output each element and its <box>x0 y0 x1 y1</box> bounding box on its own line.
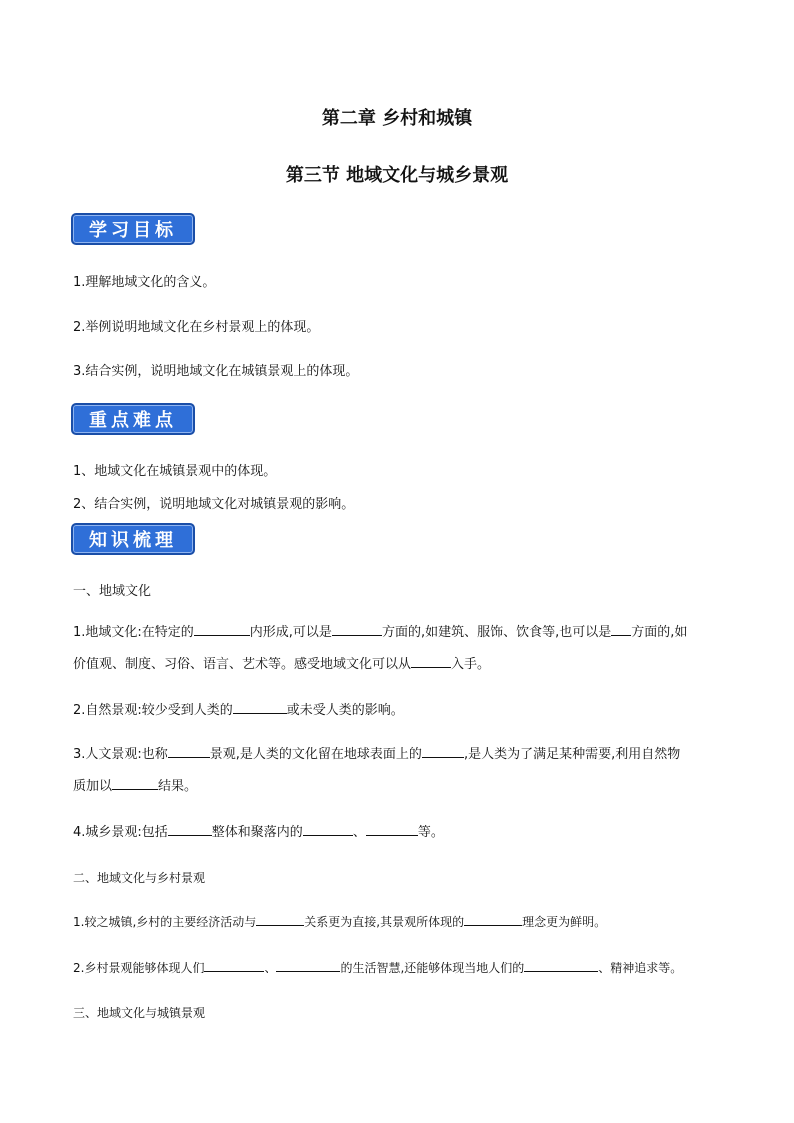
rural1-text-a: 1.较之城镇,乡村的主要经济活动与 <box>73 915 257 929</box>
keypoint-item-2: 2、结合实例，说明地域文化对城镇景观的影响。 <box>73 497 355 512</box>
goal-item-1: 1.理解地域文化的含义。 <box>73 275 216 290</box>
fill-blank[interactable] <box>411 653 451 668</box>
item3-text-b: 景观,是人类的文化留在地球表面上的 <box>209 747 422 762</box>
fill-blank[interactable] <box>194 621 250 636</box>
item2-text-b: 或未受人类的影响。 <box>286 703 404 718</box>
learning-goals-badge: 学习目标 <box>71 213 195 245</box>
goal-item-2: 2.举例说明地域文化在乡村景观上的体现。 <box>73 320 320 335</box>
item3-text-d: 质加以 <box>73 779 113 794</box>
chapter-title: 第二章 乡村和城镇 <box>321 108 473 129</box>
rural2-text-d: 、精神追求等。 <box>598 961 683 975</box>
rural2-text-b: 、 <box>264 961 277 975</box>
rural-item-2 <box>73 952 723 984</box>
fill-blank[interactable] <box>276 957 340 972</box>
fill-blank[interactable] <box>168 821 212 836</box>
fill-blank[interactable] <box>233 699 287 714</box>
item3-text-a: 3.人文景观:也称 <box>73 747 168 762</box>
fill-blank[interactable] <box>168 743 210 758</box>
rural2-text-a: 2.乡村景观能够体现人们 <box>73 961 205 975</box>
rural2-text-c: 的生活智慧,还能够体现当地人们的 <box>340 961 525 975</box>
key-points-badge: 重点难点 <box>71 403 195 435</box>
goal-item-3: 3.结合实例，说明地域文化在城镇景观上的体现。 <box>73 364 359 379</box>
knowledge-review-badge: 知识梳理 <box>71 523 195 555</box>
item4-text-b: 整体和聚落内的 <box>211 825 303 840</box>
keypoint-item-1: 1、地域文化在城镇景观中的体现。 <box>73 464 277 479</box>
item2-text-a: 2.自然景观:较少受到人类的 <box>73 703 233 718</box>
section-heading-2: 二、地域文化与乡村景观 <box>73 871 206 885</box>
fill-blank[interactable] <box>204 957 264 972</box>
item4-text-a: 4.城乡景观:包括 <box>73 825 168 840</box>
item1-text-e: 价值观、制度、习俗、语言、艺术等。感受地域文化可以从 <box>73 657 412 672</box>
item1-text-b: 内形成,可以是 <box>249 625 332 640</box>
item3-text-e: 结果。 <box>158 779 198 794</box>
fill-blank[interactable] <box>256 911 304 926</box>
fill-blank[interactable] <box>524 957 598 972</box>
fill-blank[interactable] <box>303 821 353 836</box>
fill-blank[interactable] <box>366 821 418 836</box>
knowledge-item-3 <box>73 739 723 803</box>
item4-text-d: 等。 <box>417 825 444 840</box>
fill-blank[interactable] <box>332 621 382 636</box>
item4-text-c: 、 <box>352 825 366 840</box>
fill-blank[interactable] <box>112 775 158 790</box>
rural-item-1 <box>73 906 723 938</box>
knowledge-item-4 <box>73 817 723 849</box>
section-title: 第三节 地域文化与城乡景观 <box>285 165 509 186</box>
item1-text-f: 入手。 <box>451 657 491 672</box>
knowledge-item-2 <box>73 695 723 727</box>
section-heading-1: 一、地域文化 <box>73 584 152 599</box>
knowledge-item-1 <box>73 617 723 681</box>
fill-blank[interactable] <box>611 621 631 636</box>
rural1-text-b: 关系更为直接,其景观所体现的 <box>304 915 465 929</box>
fill-blank[interactable] <box>422 743 464 758</box>
item1-text-c: 方面的,如建筑、服饰、饮食等,也可以是 <box>381 625 612 640</box>
section-heading-3: 三、地域文化与城镇景观 <box>73 1006 206 1020</box>
item1-text-a: 1.地域文化:在特定的 <box>73 625 194 640</box>
item1-text-d: 方面的,如 <box>631 625 688 640</box>
fill-blank[interactable] <box>464 911 522 926</box>
rural1-text-c: 理念更为鲜明。 <box>522 915 607 929</box>
item3-text-c: ,是人类为了满足某种需要,利用自然物 <box>463 747 681 762</box>
